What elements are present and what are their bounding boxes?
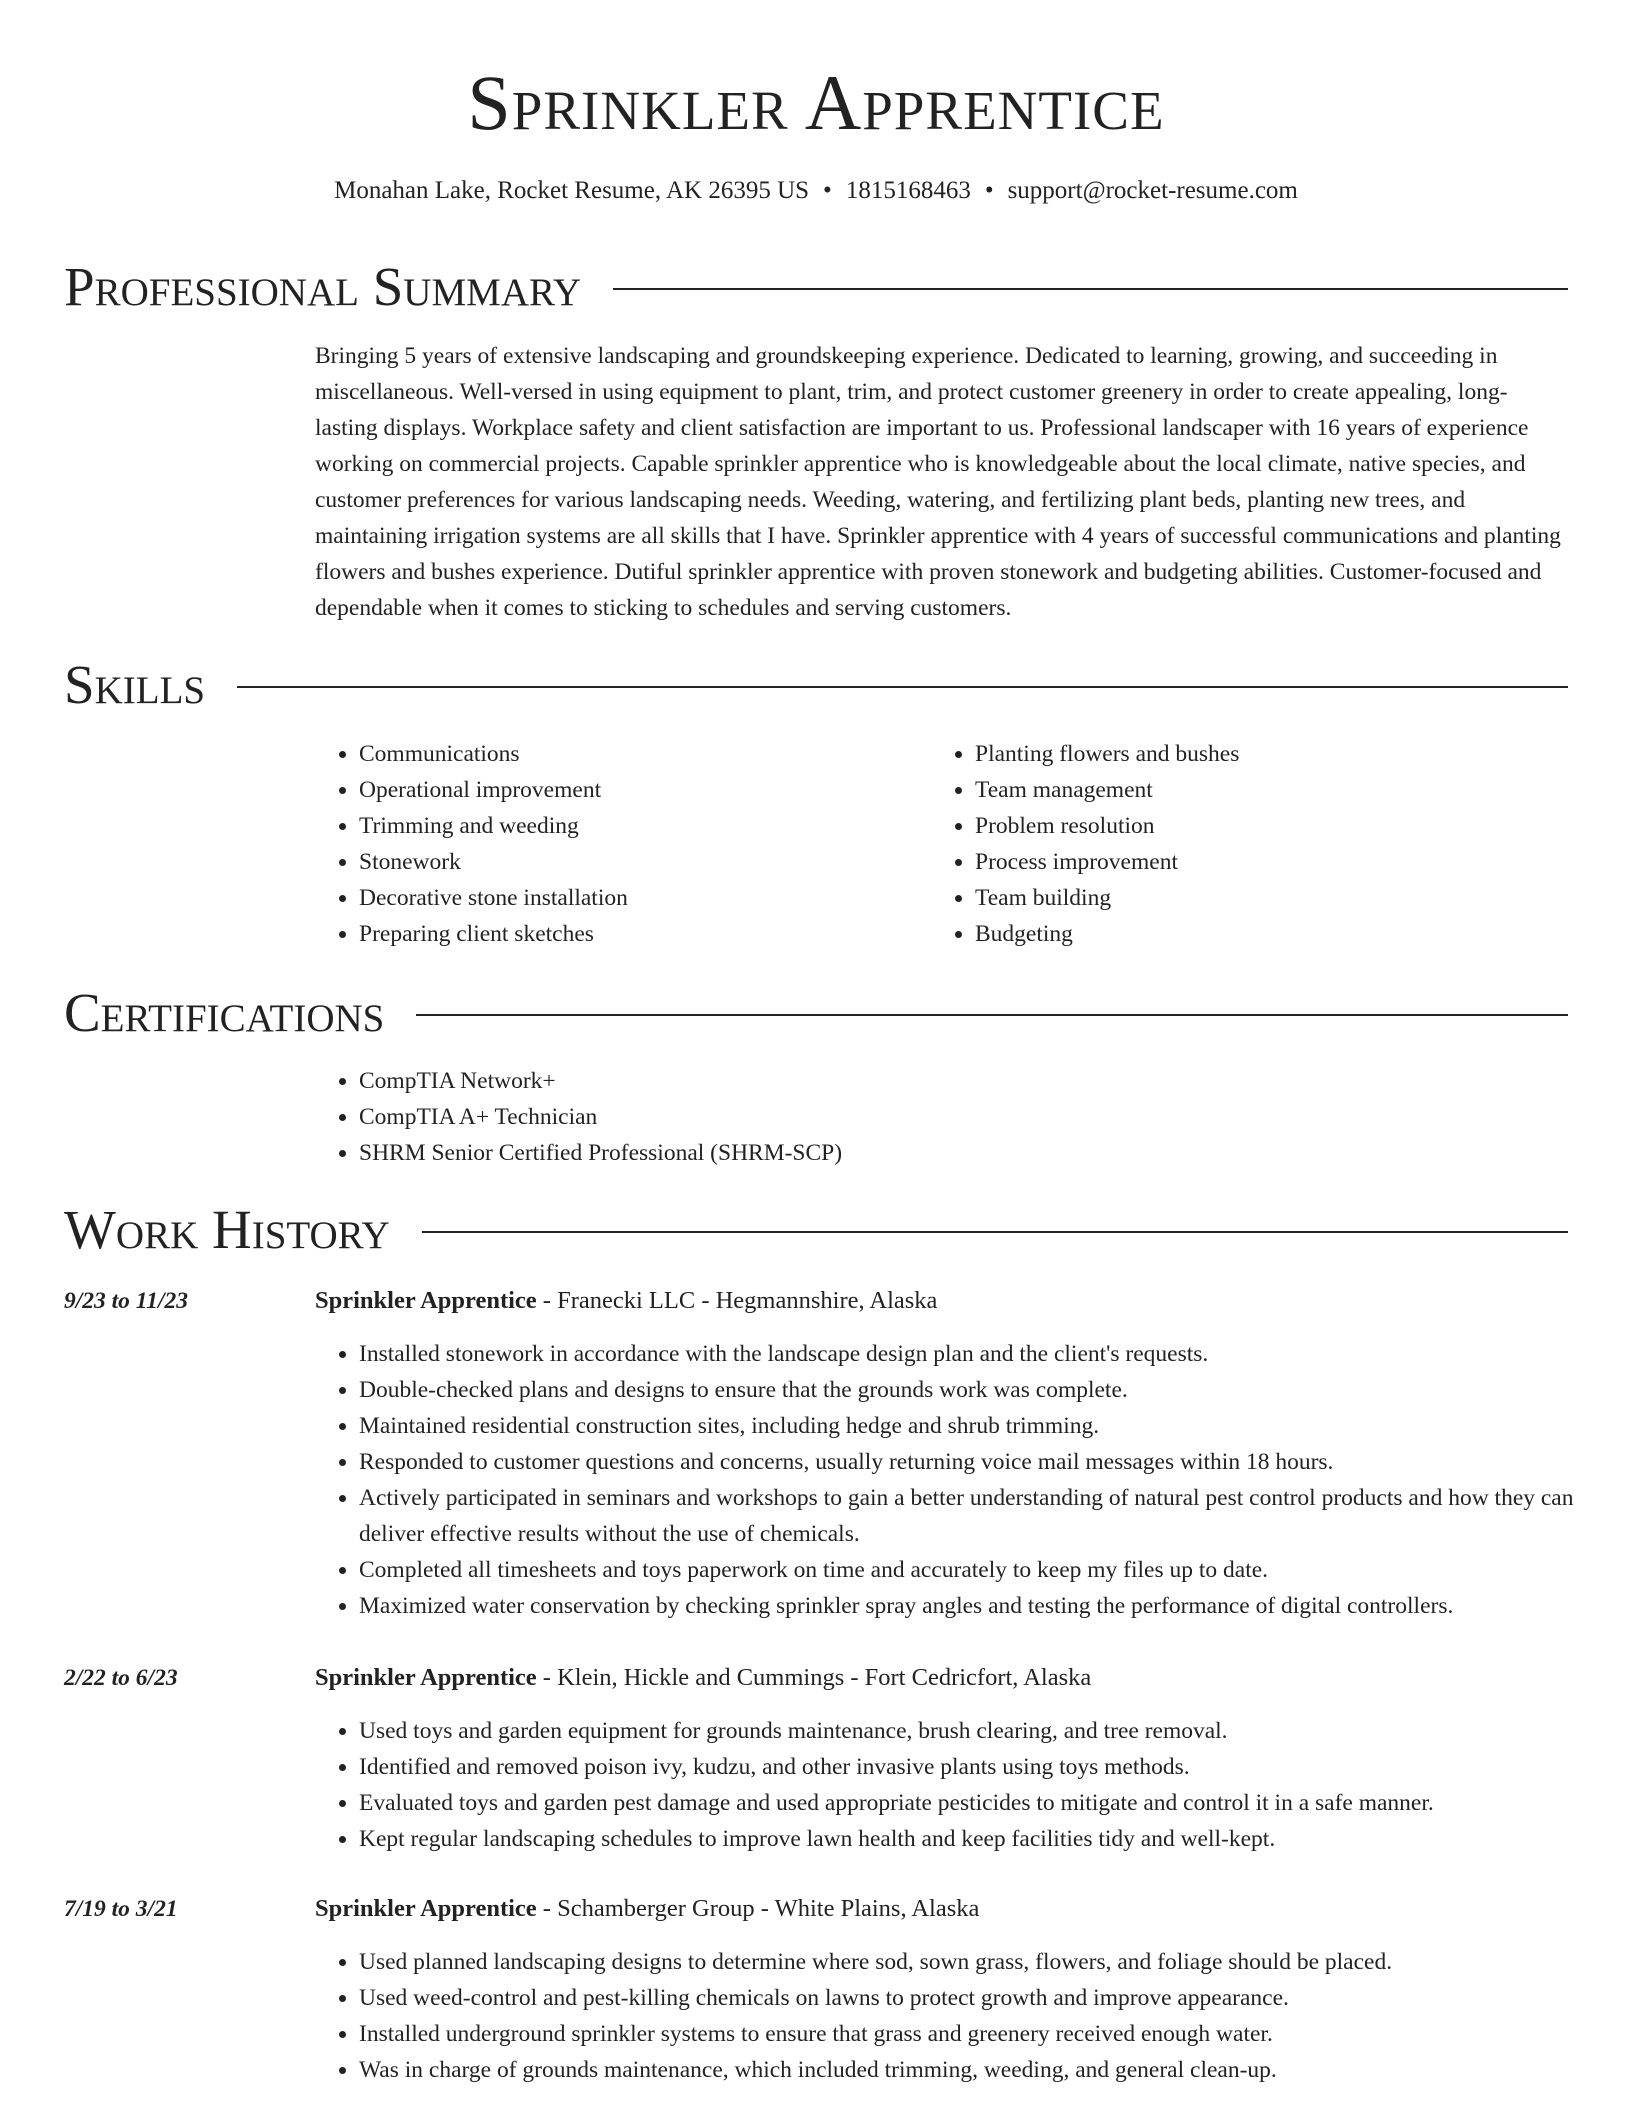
section-header-certifications — [64, 978, 1568, 1048]
job-duty: • Maximized water conservation by checking sprinkler spray angles and testing the performance of digital controllers. — [359, 1588, 1619, 1624]
contact-line — [0, 176, 1632, 206]
job-dates: 9/23 to 11/23 — [64, 1288, 189, 1314]
job-details: - Klein, Hickle and Cummings - Fort Cedricfort, Alaska — [536, 1664, 1092, 1691]
section-title-work-history: Work History — [64, 1199, 390, 1260]
section-header-skills — [64, 650, 1568, 720]
contact-email: support@rocket-resume.com — [1007, 177, 1298, 204]
skill-item: • Process improvement — [975, 844, 1575, 880]
contact-address: Monahan Lake, Rocket Resume, AK 26395 US — [334, 177, 810, 204]
contact-separator: • — [823, 177, 832, 204]
job-duty: • Installed stonework in accordance with the landscape design plan and the client's requests. — [359, 1336, 1619, 1372]
job-role: Sprinkler Apprentice — [315, 1287, 537, 1314]
contact-phone: 1815168463 — [845, 177, 971, 204]
job-duty: • Installed underground sprinkler systems to ensure that grass and greenery received enough water. — [359, 2016, 1619, 2052]
section-divider — [237, 686, 1568, 688]
section-divider — [416, 1014, 1568, 1016]
contact-separator: • — [984, 177, 994, 204]
job-dates: 7/19 to 3/21 — [64, 1896, 178, 1922]
skill-item: • Team building — [975, 880, 1575, 916]
job-duty: • Identified and removed poison ivy, kudzu, and other invasive plants using toys methods. — [359, 1749, 1619, 1785]
job-duty: • Double-checked plans and designs to ensure that the grounds work was complete. — [359, 1372, 1619, 1408]
job-heading — [315, 1891, 979, 1927]
section-title-skills: Skills — [64, 654, 206, 715]
job-duties-list — [315, 1944, 1619, 2088]
job-duty: • Evaluated toys and garden pest damage and used appropriate pesticides to mitigate and control it in a safe manner. — [359, 1785, 1619, 1821]
section-title-certifications: Certifications — [64, 982, 385, 1043]
skill-item: • Trimming and weeding — [359, 808, 919, 844]
skill-item: • Preparing client sketches — [359, 916, 919, 952]
job-role: Sprinkler Apprentice — [315, 1664, 537, 1691]
certification-item: • CompTIA A+ Technician — [359, 1099, 1559, 1135]
certification-item: • SHRM Senior Certified Professional (SHRM-SCP) — [359, 1135, 1559, 1171]
skill-item: • Communications — [359, 736, 919, 772]
section-divider — [613, 288, 1568, 290]
section-header-summary — [64, 252, 1568, 322]
job-heading — [315, 1283, 937, 1319]
job-duty: • Completed all timesheets and toys paperwork on time and accurately to keep my files up to date. — [359, 1552, 1619, 1588]
job-duty: • Used planned landscaping designs to determine where sod, sown grass, flowers, and foliage should be placed. — [359, 1944, 1619, 1980]
job-duty: • Maintained residential construction sites, including hedge and shrub trimming. — [359, 1408, 1619, 1444]
job-duties-list — [315, 1336, 1619, 1624]
skill-item: • Planting flowers and bushes — [975, 736, 1575, 772]
skill-item: • Operational improvement — [359, 772, 919, 808]
job-details: - Schamberger Group - White Plains, Alaska — [536, 1895, 980, 1922]
job-duty: • Used weed-control and pest-killing chemicals on lawns to protect growth and improve appearance. — [359, 1980, 1619, 2016]
section-divider — [422, 1231, 1568, 1233]
summary-text: Bringing 5 years of extensive landscaping and groundskeeping experience. Dedicated to learning, growing, and succeeding in miscellaneous. Well-versed in using equipment to plant, trim, and protect customer greenery in order to create appealing, long-lasting displays. Workplace safety and client satisfaction are important to us. Professional landscaper with 16 years of experience working on commercial projects. Capable sprinkler apprentice who is knowledgeable about the local climate, native species, and customer preferences for various landscaping needs. Weeding, watering, and fertilizing plant beds, planting new trees, and maintaining irrigation systems are all skills that I have. Sprinkler apprentice with 4 years of successful communications and planting flowers and bushes experience. Dutiful sprinkler apprentice with proven stonework and budgeting abilities. Customer-focused and dependable when it comes to sticking to schedules and serving customers. — [315, 343, 1561, 621]
skill-item: • Budgeting — [975, 916, 1575, 952]
job-heading — [315, 1660, 1091, 1696]
job-duty: • Was in charge of grounds maintenance, which included trimming, weeding, and general clean-up. — [359, 2052, 1619, 2088]
job-duty: • Used toys and garden equipment for grounds maintenance, brush clearing, and tree removal. — [359, 1713, 1619, 1749]
job-details: - Franecki LLC - Hegmannshire, Alaska — [536, 1287, 938, 1314]
job-duty: • Responded to customer questions and concerns, usually returning voice mail messages within 18 hours. — [359, 1444, 1619, 1480]
job-role: Sprinkler Apprentice — [315, 1895, 537, 1922]
certification-item: • CompTIA Network+ — [359, 1063, 1559, 1099]
section-title-summary: Professional Summary — [64, 256, 582, 317]
job-duty: • Kept regular landscaping schedules to improve lawn health and keep facilities tidy and well-kept. — [359, 1821, 1619, 1857]
job-duty: • Actively participated in seminars and workshops to gain a better understanding of natural pest control products and how they can deliver effective results without the use of chemicals. — [359, 1480, 1619, 1552]
certifications-list — [315, 1063, 1559, 1171]
skills-list-right — [931, 736, 1575, 952]
skills-list-left — [315, 736, 919, 952]
section-header-work-history — [64, 1195, 1568, 1265]
candidate-name: Sprinkler Apprentice — [467, 59, 1165, 146]
skill-item: • Team management — [975, 772, 1575, 808]
skill-item: • Stonework — [359, 844, 919, 880]
job-dates: 2/22 to 6/23 — [64, 1665, 178, 1691]
skill-item: • Problem resolution — [975, 808, 1575, 844]
job-duties-list — [315, 1713, 1619, 1857]
skill-item: • Decorative stone installation — [359, 880, 919, 916]
